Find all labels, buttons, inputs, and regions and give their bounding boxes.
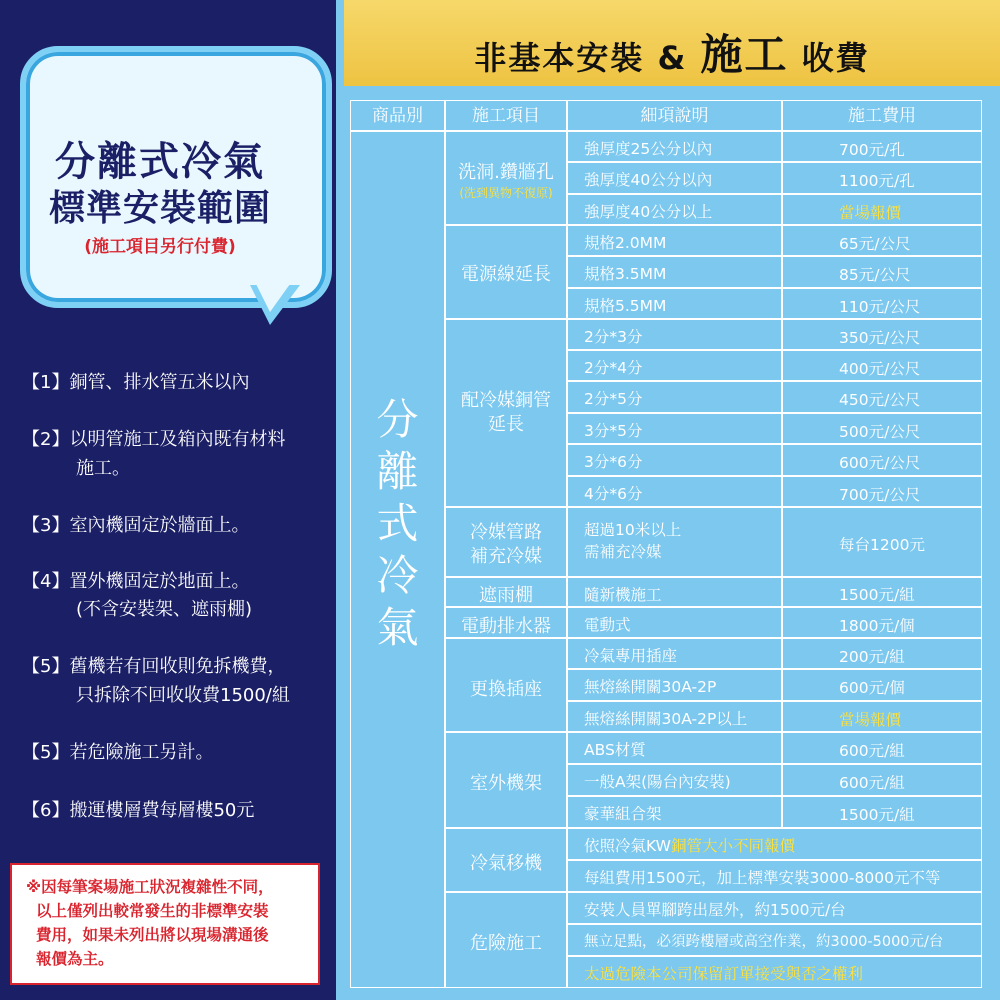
detail-cell — [567, 444, 782, 476]
detail-text: 電動式 — [584, 616, 631, 634]
fee-cell — [782, 319, 982, 350]
list-item: 【2】以明管施工及箱內既有材料 — [22, 429, 286, 450]
danger-line3: 太過危險本公司保留訂單接受與否之權利 — [584, 965, 864, 983]
group-danger-label: 危險施工 — [470, 933, 542, 954]
fee-text: 350元/公尺 — [839, 329, 921, 347]
product-cell — [350, 131, 445, 988]
bubble-title: 分離式冷氣 — [55, 139, 265, 185]
danger-line2: 無立足點，必須跨樓層或高空作業，約3000-5000元/台 — [584, 934, 944, 950]
group-shade-label: 遮雨棚 — [479, 585, 533, 606]
group-rack-label: 室外機架 — [470, 773, 542, 794]
product-label-char: 式 — [376, 499, 419, 548]
header-bar — [344, 0, 1000, 86]
fee-text: 600元/組 — [839, 774, 905, 792]
group-rack — [445, 732, 567, 828]
product-label — [351, 394, 444, 654]
col-header-fee: 施工費用 — [782, 100, 982, 131]
list-item: 【5】舊機若有回收則免拆機費， — [22, 656, 286, 677]
list-item: 【1】銅管、排水管五米以內 — [22, 372, 250, 393]
bubble-tail-inner — [256, 284, 290, 312]
detail-cell — [567, 381, 782, 413]
group-power-label: 電源線延長 — [461, 264, 551, 285]
fee-cell — [782, 381, 982, 413]
detail-cell — [567, 194, 782, 225]
detail-text: 3分*6分 — [584, 453, 643, 471]
fee-cell — [782, 507, 982, 577]
detail-text: 規格3.5MM — [584, 265, 667, 283]
fee-cell — [782, 256, 982, 288]
fee-text: 1500元/組 — [839, 586, 915, 604]
move-line1 — [584, 834, 795, 856]
fee-cell — [782, 607, 982, 638]
fee-cell — [782, 638, 982, 669]
detail-cell — [567, 225, 782, 256]
group-pipe — [445, 319, 567, 507]
group-danger — [445, 892, 567, 988]
group-pump — [445, 607, 567, 638]
move-line1-a: 依照冷氣KW — [584, 837, 671, 855]
fee-text: 85元/公尺 — [839, 266, 911, 284]
fee-text: 1800元/個 — [839, 617, 915, 635]
detail-text: 規格5.5MM — [584, 297, 667, 315]
fee-cell — [782, 764, 982, 796]
fee-text: 當場報價 — [839, 204, 902, 222]
detail-text: 隨新機施工 — [584, 586, 662, 604]
detail-cell — [567, 413, 782, 444]
group-power — [445, 225, 567, 319]
fee-cell — [782, 796, 982, 828]
group-pipe-label2: 延長 — [488, 414, 524, 435]
warning-line: 報價為主。 — [36, 950, 114, 968]
detail-text: 3分*5分 — [584, 422, 643, 440]
title-part2: 收費 — [801, 39, 870, 77]
fee-text: 400元/公尺 — [839, 360, 921, 378]
left-panel — [0, 0, 336, 1000]
detail-cell — [567, 288, 782, 319]
fee-text: 700元/公尺 — [839, 486, 921, 504]
group-refill-label1: 冷媒管路 — [470, 522, 542, 543]
list-item: 【6】搬運樓層費每層樓50元 — [22, 800, 255, 821]
detail-text: 2分*5分 — [584, 390, 643, 408]
fee-text: 每台1200元 — [839, 536, 925, 554]
warning-line: 費用，如果未列出將以現場溝通後 — [36, 926, 269, 944]
product-label-char: 離 — [376, 447, 419, 496]
danger-row-3 — [567, 956, 982, 988]
danger-row-1 — [567, 892, 982, 924]
fee-cell — [782, 444, 982, 476]
detail-cell — [567, 764, 782, 796]
group-drill-label: 洗洞.鑽牆孔 — [458, 162, 554, 183]
detail-text-2: 需補充冷媒 — [584, 543, 662, 561]
warning-box — [10, 863, 320, 985]
fee-text: 600元/組 — [839, 742, 905, 760]
col-header-detail: 細項說明 — [567, 100, 782, 131]
group-socket-label: 更換插座 — [470, 679, 542, 700]
fee-cell — [782, 413, 982, 444]
fee-text: 1100元/孔 — [839, 172, 915, 190]
fee-cell — [782, 577, 982, 607]
fee-cell — [782, 350, 982, 381]
col-header-product: 商品別 — [350, 100, 445, 131]
detail-text: 無熔絲開關30A-2P以上 — [584, 710, 748, 728]
detail-text: 一般A架(陽台內安裝) — [584, 773, 731, 791]
product-label-char: 氣 — [376, 603, 419, 652]
list-item: (不含安裝架、遮雨棚) — [76, 599, 253, 620]
list-item: 【5】若危險施工另計。 — [22, 742, 214, 763]
detail-text: ABS材質 — [584, 741, 646, 759]
detail-cell — [567, 732, 782, 764]
fee-text: 600元/個 — [839, 679, 905, 697]
col-header-item: 施工項目 — [445, 100, 567, 131]
detail-cell — [567, 350, 782, 381]
fee-text: 600元/公尺 — [839, 454, 921, 472]
product-label-char: 分 — [376, 395, 419, 444]
warning-line: ※因每筆案場施工狀況複雜性不同， — [26, 878, 274, 896]
list-item: 只拆除不回收收費1500/組 — [76, 685, 290, 706]
fee-cell — [782, 194, 982, 225]
list-item: 【3】室內機固定於牆面上。 — [22, 515, 250, 536]
list-item: 【4】置外機固定於地面上。 — [22, 571, 250, 592]
detail-cell — [567, 131, 782, 162]
fee-text: 500元/公尺 — [839, 423, 921, 441]
danger-row-2 — [567, 924, 982, 956]
page-title — [344, 22, 1000, 82]
fee-text: 1500元/組 — [839, 806, 915, 824]
fee-text: 200元/組 — [839, 648, 905, 666]
group-refill-label2: 補充冷媒 — [470, 546, 542, 567]
detail-cell — [567, 577, 782, 607]
group-drill-sub: (洗到異物不復原) — [459, 186, 553, 200]
detail-cell — [567, 796, 782, 828]
detail-text: 超過10米以上 — [584, 521, 682, 539]
fee-cell — [782, 701, 982, 732]
detail-text: 2分*4分 — [584, 359, 643, 377]
group-shade — [445, 577, 567, 607]
move-line2: 每組費用1500元，加上標準安裝3000-8000元不等 — [584, 869, 941, 887]
warning-line: 以上僅列出較常發生的非標準安裝 — [36, 902, 269, 920]
detail-cell — [567, 638, 782, 669]
detail-cell — [567, 607, 782, 638]
detail-cell — [567, 701, 782, 732]
fee-cell — [782, 225, 982, 256]
detail-cell — [567, 256, 782, 288]
detail-cell — [567, 319, 782, 350]
fee-cell — [782, 476, 982, 507]
fee-text: 65元/公尺 — [839, 235, 911, 253]
title-part1: 非基本安裝 — [474, 39, 645, 77]
fee-text: 當場報價 — [839, 711, 902, 729]
detail-text: 冷氣專用插座 — [584, 647, 678, 665]
move-row-2 — [567, 860, 982, 892]
group-pump-label: 電動排水器 — [461, 616, 551, 637]
group-drill — [445, 131, 567, 225]
title-amp: & — [657, 39, 688, 77]
detail-text: 4分*6分 — [584, 485, 643, 503]
detail-cell — [567, 507, 782, 577]
detail-text: 豪華組合架 — [584, 805, 662, 823]
group-pipe-label1: 配冷媒銅管 — [461, 390, 551, 411]
fee-text: 110元/公尺 — [839, 298, 921, 316]
detail-text: 強厚度25公分以內 — [584, 140, 713, 158]
list-item: 施工。 — [76, 458, 130, 479]
bubble-subtitle: 標準安裝範圍 — [48, 188, 271, 229]
detail-text: 強厚度40公分以內 — [584, 171, 713, 189]
group-move-label: 冷氣移機 — [470, 853, 542, 874]
fee-cell — [782, 162, 982, 194]
detail-cell — [567, 669, 782, 701]
move-row-1 — [567, 828, 982, 860]
product-label-char: 冷 — [376, 551, 419, 600]
danger-line1: 安裝人員單腳跨出屋外，約1500元/台 — [584, 901, 846, 919]
fee-text: 700元/孔 — [839, 141, 905, 159]
detail-text: 規格2.0MM — [584, 234, 667, 252]
title-big: 施工 — [700, 30, 789, 79]
fee-cell — [782, 288, 982, 319]
move-line1-b: 銅管大小不同報價 — [670, 837, 795, 855]
group-refill — [445, 507, 567, 577]
detail-cell — [567, 476, 782, 507]
detail-cell — [567, 162, 782, 194]
fee-cell — [782, 669, 982, 701]
fee-cell — [782, 131, 982, 162]
group-socket — [445, 638, 567, 732]
fee-text: 450元/公尺 — [839, 391, 921, 409]
group-move — [445, 828, 567, 892]
fee-cell — [782, 732, 982, 764]
detail-text: 2分*3分 — [584, 328, 643, 346]
detail-text: 強厚度40公分以上 — [584, 203, 713, 221]
detail-text: 無熔絲開關30A-2P — [584, 678, 717, 696]
bubble-note: (施工項目另行付費) — [84, 237, 236, 257]
